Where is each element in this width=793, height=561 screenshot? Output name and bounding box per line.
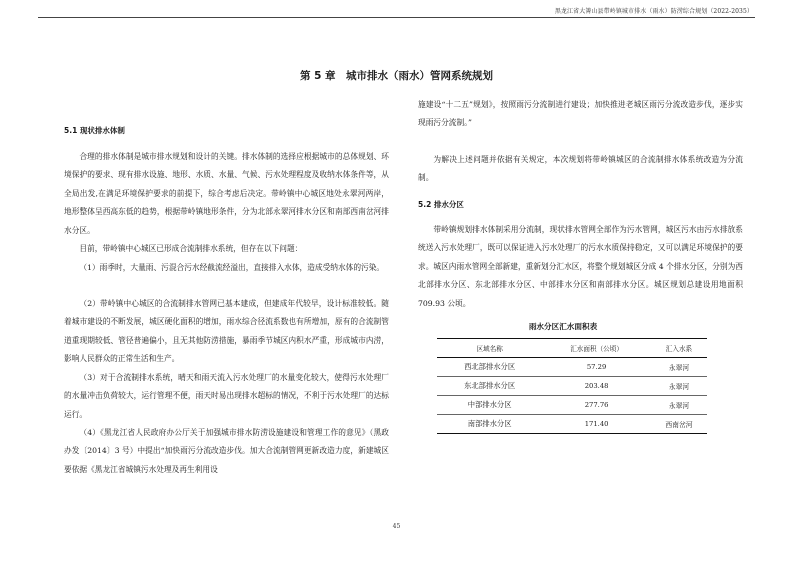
header-rule [38,17,755,18]
zone-name-cell: 中部排水分区 [437,396,542,415]
area-cell: 277.76 [542,396,651,415]
receiving-water-cell: 永翠河 [651,377,707,396]
paragraph-problem-2: （2）带岭镇中心城区的合流制排水管网已基本建成，但建成年代较早，设计标准较低。随着城市建设的不断发展，城区硬化面积的增加，雨水综合径流系数也有所增加，原有的合流制管道重现期较低、管径普遍偏小，且无其他防涝措施，暴雨季节城区内积水严重，形成城市内涝，影响人民群众的正常生活和生产。 [64,299,389,364]
area-cell: 171.40 [542,415,651,434]
chapter-title: 第 5 章 城市排水（雨水）管网系统规划 [299,70,494,82]
table-header-row [437,339,707,358]
table-row [437,377,707,396]
receiving-water-cell: 永翠河 [651,358,707,377]
receiving-water-cell: 永翠河 [651,396,707,415]
paragraph-problem-4: （4）《黑龙江省人民政府办公厅关于加强城市排水防涝设施建设和管理工作的意见》（黑政办发〔2014〕3 号）中提出“加快雨污分流改造步伐。加大合流制管网更新改造力度，新建城区要依据《黑龙江省城镇污水处理及再生利用设 [64,428,389,474]
table-row [437,396,707,415]
table-title: 雨水分区汇水面积表 [528,322,598,331]
paragraph-problem-1: （1）雨季时，大量雨、污混合污水经截流经溢出，直接排入水体，造成受纳水体的污染。 [79,263,385,272]
section-5-2-heading: 5.2 排水分区 [418,200,464,209]
paragraph-problems-lead: 目前，带岭镇中心城区已形成合流制排水系统，但存在以下问题： [79,244,303,253]
catchment-area-table [437,338,707,434]
receiving-water-cell: 西南岔河 [651,415,707,434]
column-header: 汇水面积（公顷） [542,339,651,358]
area-cell: 203.48 [542,377,651,396]
zone-name-cell: 南部排水分区 [437,415,542,434]
column-header: 区域名称 [437,339,542,358]
paragraph-problem-3: （3）对于合流制排水系统，晴天和雨天流入污水处理厂的水量变化较大，使得污水处理厂的水量冲击负荷较大，运行管理不便，雨天时易出现排水超标的情况，不利于污水处理厂的达标运行。 [64,373,389,419]
area-cell: 57.29 [542,358,651,377]
table-row [437,415,707,434]
page-number: 45 [392,523,401,530]
table-row [437,358,707,377]
zone-name-cell: 东北部排水分区 [437,377,542,396]
zone-name-cell: 西北部排水分区 [437,358,542,377]
paragraph-continuation: 施建设“十二五”规划》，按照雨污分流制进行建设；加快推进老城区雨污分流改造步伐，逐步实现雨污分流制。” [418,100,743,128]
paragraph-drainage-zones: 带岭镇规划排水体制采用分流制，现状排水管网全部作为污水管网，城区污水由污水排放系统送入污水处理厂，既可以保证进入污水处理厂的污水水质保持稳定，又可以满足环境保护的要求。城区内雨水管网全部新建，重新划分汇水区，将整个规划城区分成 4 个排水分区，分别为西北部排水分区、东北部排水分区、中部排水分区和南部排水分区。城区规划总建设用地面积 709.93 公顷。 [418,225,743,308]
paragraph-conclusion: 为解决上述问题并依据有关规定，本次规划将带岭镇城区的合流制排水体系统改造为分流制。 [418,155,743,183]
running-header: 黑龙江省大箐山县带岭镇城市排水（雨水）防涝综合规划（2022-2035） [554,8,753,15]
column-header: 汇入水系 [651,339,707,358]
section-5-1-heading: 5.1 现状排水体制 [64,126,125,135]
paragraph-intro: 合理的排水体制是城市排水规划和设计的关键。排水体制的选择应根据城市的总体规划、环境保护的要求、现有排水设施、地形、水质、水量、气候、污水处理程度及收纳水体条件等，从全局出发,在满足环境保护要求的前提下，综合考虑后决定。带岭镇中心城区地处永翠河两岸，地形整体呈西高东低的趋势，根据带岭镇地形条件，分为北部永翠河排水分区和南部西南岔河排水分区。 [64,152,389,235]
